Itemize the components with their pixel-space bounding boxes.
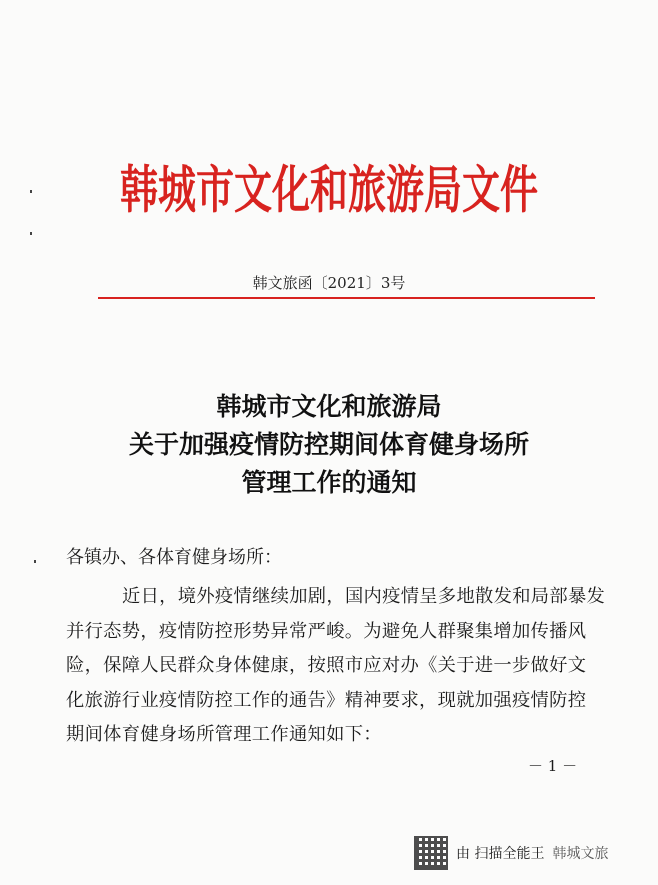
paragraph-line: 并行态势，疫情防控形势异常严峻。为避免人群聚集增加传播风 [66, 620, 587, 642]
paragraph-line: 化旅游行业疫情防控工作的通告》精神要求，现就加强疫情防控 [66, 689, 587, 711]
watermark-account-text: 韩城文旅 [552, 846, 609, 862]
scan-speck [34, 560, 36, 563]
scan-speck [30, 232, 32, 235]
paragraph-line: 期间体育健身场所管理工作通知如下： [66, 724, 382, 745]
notice-title [0, 388, 658, 502]
document-number: 韩文旅函〔2021〕3号 [252, 274, 406, 292]
title-line: 韩城市文化和旅游局 [216, 392, 442, 421]
qr-code-icon [414, 836, 448, 870]
title-line: 关于加强疫情防控期间体育健身场所 [128, 430, 529, 459]
page-number: － 1 － [528, 757, 578, 775]
paragraph-line: 险，保障人民群众身体健康，按照市应对办《关于进一步做好文 [66, 655, 587, 676]
watermark-scanner-text: 由 扫描全能王 [456, 846, 545, 862]
salutation: 各镇办、各体育健身场所： [66, 547, 282, 568]
body-paragraph [66, 580, 606, 753]
title-line: 管理工作的通知 [241, 468, 417, 497]
red-divider [98, 297, 595, 299]
document-header-title: 韩城市文化和旅游局文件 [119, 160, 538, 220]
scanner-watermark [414, 836, 608, 870]
paragraph-line: 近日，境外疫情继续加剧，国内疫情呈多地散发和局部暴发 [122, 586, 606, 607]
